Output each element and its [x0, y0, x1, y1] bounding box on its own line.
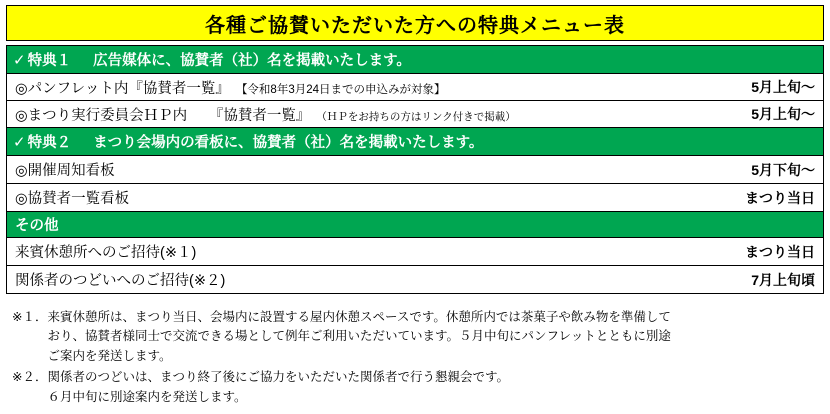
section-label: その他: [15, 218, 59, 234]
row-date: まつり当日: [745, 189, 815, 206]
row-text: まつり実行委員会ＨＰ内 『協賛者一覧』: [27, 107, 311, 124]
row-label: [7, 187, 685, 208]
section-label: 特典１: [27, 53, 72, 69]
section-description: まつり会場内の看板に、協賛者（社）名を掲載いたします。: [93, 135, 484, 151]
row-text: パンフレット内『協賛者一覧』: [27, 80, 230, 97]
footnote-line: ６月中旬に別途案内を発送します。: [47, 389, 247, 404]
row-text: 協賛者一覧看板: [27, 191, 130, 207]
footnote-line: 関係者のつどいは、まつり終了後にご協力をいただいた関係者で行う懇親会です。: [47, 370, 509, 385]
footnotes: [12, 308, 820, 407]
row-label: [7, 104, 685, 125]
section-header-content: [7, 49, 823, 70]
section-description: 広告媒体に、協賛者（社）名を掲載いたします。: [93, 53, 411, 69]
row-date: 7月上旬頃: [751, 271, 815, 288]
footnote-line: ご案内を発送します。: [47, 348, 172, 363]
row-text: 関係者のつどいへのご招待(※２): [15, 273, 226, 289]
row-date: 5月上旬～: [751, 79, 815, 95]
footnote-line: おり、協賛者様同士で交流できる場として例年ご利用いただいています。５月中旬にパンフレットとともに別途: [47, 329, 671, 344]
document-page: [0, 5, 830, 414]
footnote-2: [12, 368, 820, 407]
table-row: [7, 73, 823, 100]
row-label: [7, 241, 685, 262]
section-header-content: [7, 131, 823, 152]
row-date: 5月下旬～: [751, 161, 815, 178]
document-title-bar: [6, 5, 824, 41]
row-label: [7, 159, 685, 180]
row-text: 来賓休憩所へのご招待(※１): [15, 245, 197, 261]
table-row: [7, 265, 823, 293]
check-icon: ✓: [13, 52, 26, 69]
footnote-line: 来賓休憩所は、まつり当日、会場内に設置する屋内休憩スペースです。休憩所内では茶菓子や飲み物を準備して: [47, 310, 671, 324]
table-row: [7, 183, 823, 211]
table-row: [7, 237, 823, 265]
footnote-1: [12, 308, 820, 366]
row-note: 【令和8年3月24日までの申込みが対象】: [235, 83, 446, 96]
row-date: まつり当日: [745, 243, 815, 260]
footnote-label: ※１．: [12, 310, 48, 324]
row-bullet: ◎: [15, 191, 28, 207]
row-label: [7, 269, 685, 290]
section-label: 特典２: [27, 135, 72, 151]
row-date: 5月上旬～: [751, 106, 815, 122]
row-bullet: ◎: [15, 163, 28, 179]
row-text: 開催周知看板: [27, 163, 115, 179]
section-header-other: [7, 211, 823, 237]
section-header-content: [7, 214, 823, 235]
table-row: [7, 155, 823, 183]
row-bullet: ◎: [15, 80, 28, 97]
row-bullet: ◎: [15, 107, 28, 124]
benefits-table: [6, 45, 824, 294]
footnote-body: [47, 308, 820, 366]
row-label: [7, 77, 685, 98]
section-header-tokuten1: [7, 45, 823, 73]
footnote-body: [47, 368, 820, 407]
page-title: 各種ご協賛いただいた方への特典メニュー表: [205, 14, 625, 37]
table-row: [7, 100, 823, 127]
section-header-tokuten2: [7, 127, 823, 155]
check-icon: ✓: [13, 134, 26, 151]
footnote-label: ※２．: [12, 370, 48, 385]
row-note: （ＨＰをお持ちの方はリンク付きで掲載）: [316, 110, 516, 123]
